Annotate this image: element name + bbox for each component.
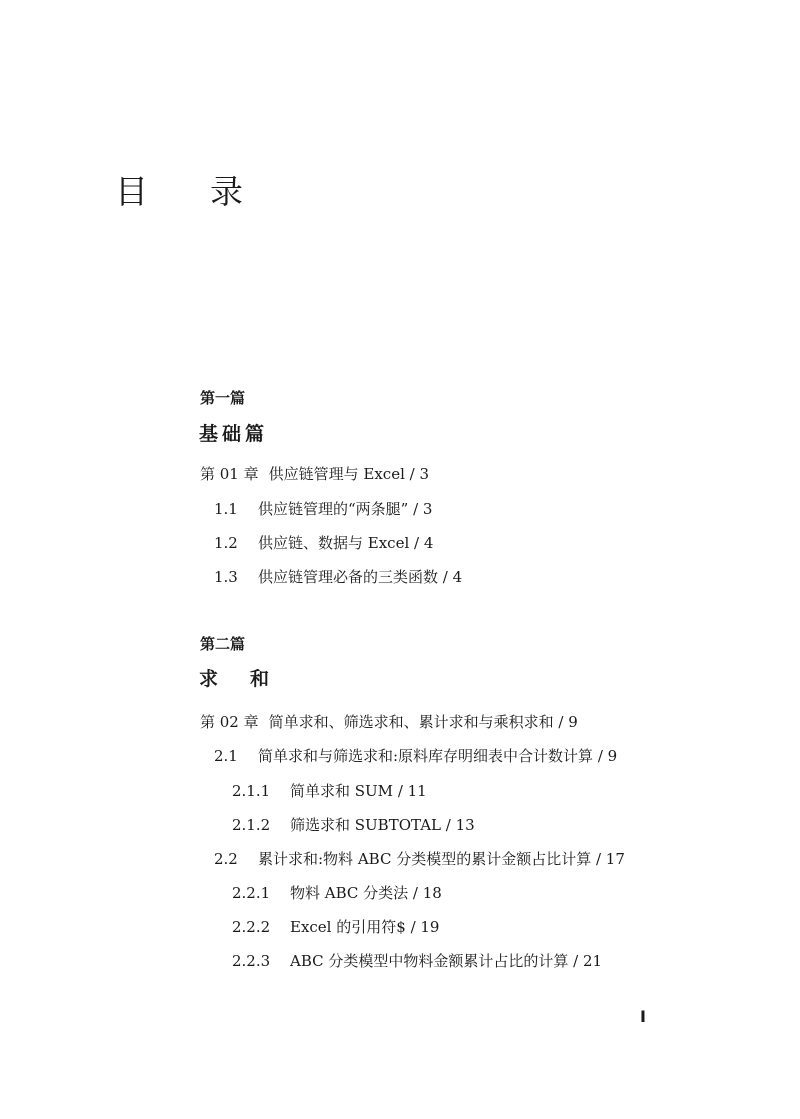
page-title-char-2: 录	[210, 172, 243, 211]
subsection-title: ABC 分类模型中物料金额累计占比的计算 / 21	[290, 952, 603, 970]
toc-subsection[interactable]	[232, 882, 442, 904]
toc-subsection[interactable]	[232, 780, 427, 802]
page-title-char-1: 目	[115, 172, 148, 211]
section-number: 1.2	[214, 534, 238, 552]
page-number: I	[640, 1007, 646, 1026]
toc-subsection[interactable]	[232, 916, 439, 938]
chapter-title: 供应链管理与 Excel / 3	[268, 465, 430, 483]
toc-subsection[interactable]	[232, 950, 602, 972]
subsection-title: 物料 ABC 分类法 / 18	[290, 884, 442, 902]
subsection-title: Excel 的引用符$ / 19	[290, 918, 440, 936]
part-title: 基础篇	[199, 423, 269, 445]
section-title: 简单求和与筛选求和:原料库存明细表中合计数计算 / 9	[258, 747, 618, 765]
subsection-number: 2.2.2	[232, 918, 271, 936]
toc-chapter[interactable]	[200, 463, 429, 485]
section-title: 供应链管理的“两条腿” / 3	[258, 500, 433, 518]
subsection-title: 简单求和 SUM / 11	[290, 782, 427, 800]
section-title: 累计求和:物料 ABC 分类模型的累计金额占比计算 / 17	[258, 850, 625, 868]
toc-section[interactable]	[214, 848, 625, 870]
section-number: 1.1	[214, 500, 238, 518]
subsection-number: 2.2.1	[232, 884, 271, 902]
section-title: 供应链管理必备的三类函数 / 4	[258, 568, 463, 586]
toc-subsection[interactable]	[232, 814, 475, 836]
section-number: 2.2	[214, 850, 238, 868]
part-title-char-2: 和	[250, 668, 270, 690]
part-title-char-1: 求	[199, 668, 219, 690]
part-title	[199, 666, 269, 692]
toc-section[interactable]	[214, 566, 462, 588]
toc-chapter[interactable]	[200, 711, 578, 733]
part-label: 第二篇	[200, 635, 246, 653]
subsection-number: 2.1.2	[232, 816, 271, 834]
toc-section[interactable]	[214, 532, 433, 554]
section-title: 供应链、数据与 Excel / 4	[258, 534, 434, 552]
section-number: 1.3	[214, 568, 238, 586]
chapter-number: 第 01 章	[200, 465, 259, 483]
chapter-number: 第 02 章	[200, 713, 259, 731]
toc-section[interactable]	[214, 498, 432, 520]
subsection-number: 2.1.1	[232, 782, 271, 800]
section-number: 2.1	[214, 747, 238, 765]
subsection-title: 筛选求和 SUBTOTAL / 13	[290, 816, 475, 834]
page-title	[115, 172, 243, 212]
toc-section[interactable]	[214, 745, 617, 767]
chapter-title: 简单求和、筛选求和、累计求和与乘积求和 / 9	[268, 713, 578, 731]
part-label: 第一篇	[200, 389, 246, 407]
subsection-number: 2.2.3	[232, 952, 271, 970]
